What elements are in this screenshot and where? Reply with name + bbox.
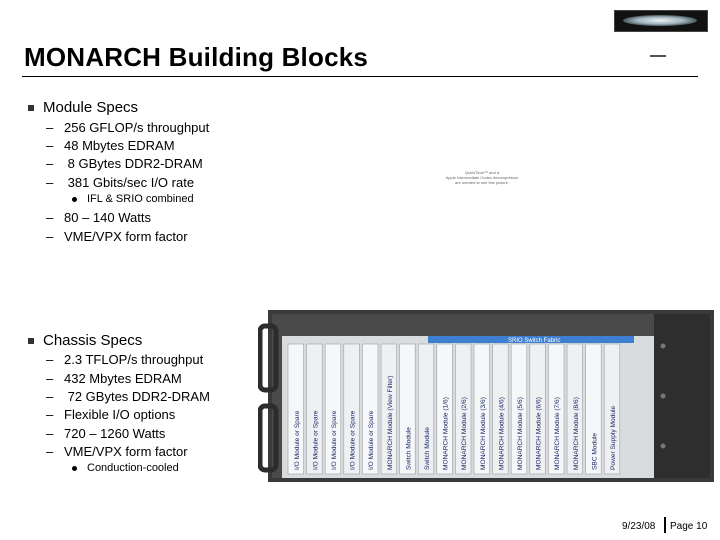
module-spec-item: – 256 GFLOP/s throughput (46, 120, 210, 135)
chassis-slot-label: I/O Module or Spare (331, 410, 338, 470)
module-spec-detail: IFL & SRIO combined (72, 193, 194, 205)
logo (614, 10, 708, 32)
missing-video-placeholder: QuickTime™ and a Apple Intermediate Codec decompressor are needed to see this picture. (445, 170, 519, 185)
chassis-slot-label: Power Supply Module (610, 405, 617, 470)
chassis-spec-item: – 720 – 1260 Watts (46, 426, 166, 441)
chassis-slot-label: Switch Module (405, 427, 413, 470)
chassis-spec-item: – 72 GBytes DDR2-DRAM (46, 389, 210, 404)
chassis-image (258, 306, 720, 486)
chassis-specs-bullet (28, 332, 142, 349)
chassis-slot-label: MONARCH Module (3/6) (479, 397, 487, 470)
chassis-specs-heading: Chassis Specs (43, 332, 143, 349)
chassis-spec-item: – 432 Mbytes EDRAM (46, 371, 182, 386)
chassis-spec-item: – 2.3 TFLOP/s throughput (46, 352, 204, 367)
module-spec-item: – 48 Mbytes EDRAM (46, 138, 175, 153)
chassis-slot-label: SBC Module (591, 432, 599, 470)
square-bullet-icon (28, 105, 34, 111)
chassis-slot-label: MONARCH Module (6/6) (535, 397, 543, 470)
chassis-slot-label: MONARCH Module (4/6) (498, 397, 506, 470)
slide-title: MONARCH Building Blocks (24, 42, 369, 72)
chassis-slot-label: I/O Module or Spare (312, 410, 320, 470)
chassis-slot-label: MONARCH Module (View Filter) (386, 375, 394, 470)
chassis-slot-label: I/O Module or Spare (368, 410, 376, 470)
chassis-spec-item: – VME/VPX form factor (46, 444, 188, 459)
fabric-label: SRIO Switch Fabric (508, 338, 561, 344)
chassis-slot-label: MONARCH Module (1/6) (442, 397, 450, 470)
footer-divider (664, 517, 666, 533)
module-spec-item: – VME/VPX form factor (46, 229, 188, 244)
module-specs-bullet (28, 99, 138, 116)
chassis-slot-label: I/O Module or Spare (293, 410, 301, 470)
dot-bullet-icon (72, 466, 77, 471)
chassis-slot-label: MONARCH Module (5/6) (517, 397, 524, 470)
chassis-slot-label: I/O Module or Spare (349, 410, 357, 470)
module-spec-item: – 381 Gbits/sec I/O rate (46, 175, 195, 190)
chassis-spec-detail: Conduction-cooled (72, 462, 179, 474)
chassis-slot-label: MONARCH Module (8/6) (572, 397, 580, 470)
chassis-slot-label: Switch Module (424, 427, 431, 470)
square-bullet-icon (28, 338, 34, 344)
chassis-spec-item: – Flexible I/O options (46, 407, 176, 422)
dot-bullet-icon (72, 197, 77, 202)
module-specs-heading: Module Specs (43, 99, 139, 116)
chassis-slot-label: MONARCH Module (2/6) (461, 397, 469, 470)
footer-page-number: Page 10 (670, 521, 708, 532)
chassis-slot-label: MONARCH Module (7/6) (554, 397, 562, 470)
logo-dash (650, 55, 666, 57)
title-rule (22, 76, 698, 77)
footer-date: 9/23/08 (622, 521, 656, 532)
module-spec-item: – 80 – 140 Watts (46, 210, 151, 225)
module-spec-item: – 8 GBytes DDR2-DRAM (46, 156, 203, 171)
